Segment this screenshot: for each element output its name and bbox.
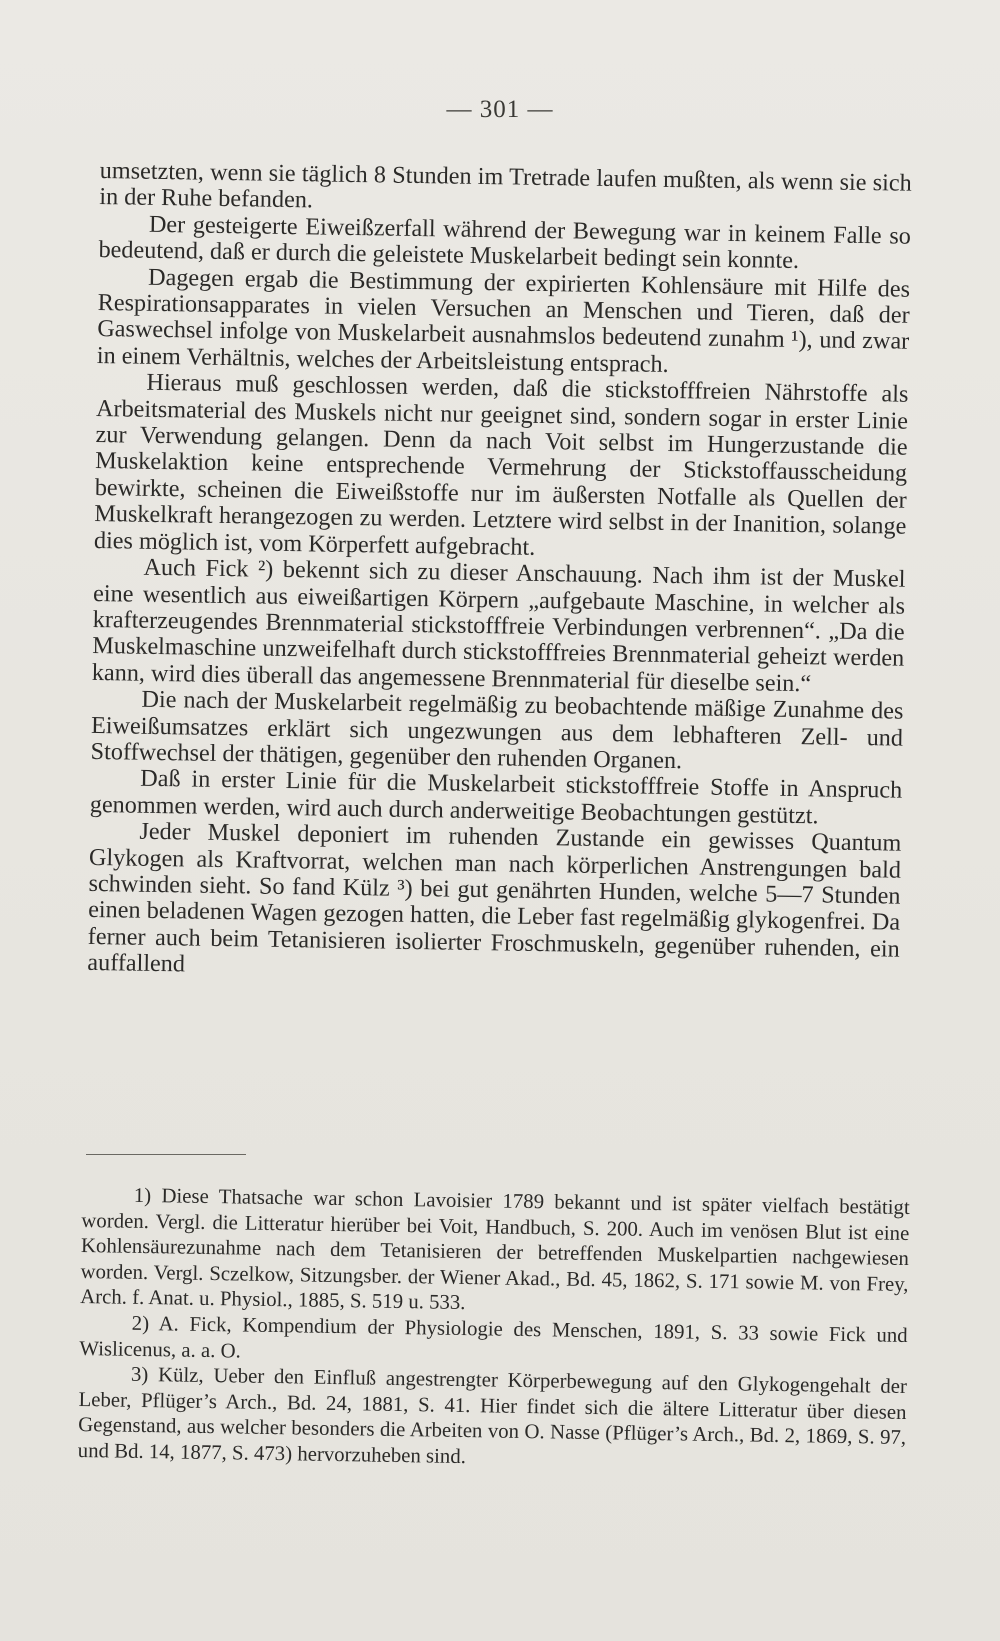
footnotes	[78, 1182, 910, 1477]
footnote: 2) A. Fick, Kompendium der Physiologie des Menschen, 1891, S. 33 sowie Fick und Wislicenus, a. a. O.	[79, 1311, 908, 1363]
paragraph: umsetzten, wenn sie täglich 8 Stunden im Tretrade laufen mußten, als wenn sie sich in der Ruhe befanden.	[99, 157, 912, 214]
page-number-header: — 301 —	[446, 96, 554, 123]
footnote-divider	[86, 1154, 246, 1155]
footnote: 1) Diese Thatsache war schon Lavoisier 1789 bekannt und ist später vielfach bestätigt worden. Vergl. die Litteratur hierüber bei Voit, Handbuch, S. 200. Auch im venösen Blut ist eine Kohlensäurezunahme nach dem Tetanisieren der betreffenden Muskelpartien nachgewiesen worden. Vergl. Sczelkow, Sitzungsber. der Wiener Akad., Bd. 45, 1862, S. 171 sowie M. von Frey, Arch. f. Anat. u. Physiol., 1885, S. 519 u. 533.	[80, 1183, 910, 1315]
paragraph: Die nach der Muskelarbeit regelmäßig zu beobachtende mäßige Zunahme des Eiweißumsatzes erklärt sich ungezwungen aus dem lebhafteren Zell- und Stoffwechsel der thätigen, gegenüber den ruhenden Organen.	[90, 685, 904, 775]
paragraph: Jeder Muskel deponiert im ruhenden Zustande ein gewisses Quantum Glykogen als Kraftvorrat, welchen man nach körperlichen Anstrengungen bald schwinden sieht. So fand Külz ³) bei gut genährten Hunden, welche 5—7 Stunden einen beladenen Wagen gezogen hatten, die Leber fast regelmäßig glykogenfrei. Da ferner auch beim Tetanisieren isolierter Froschmuskeln, gegenüber ruhenden, ein auffallend	[87, 817, 902, 978]
main-text	[87, 158, 912, 989]
paragraph: Der gesteigerte Eiweißzerfall während der Bewegung war in keinem Falle so bedeutend, daß er durch die geleistete Muskelarbeit bedingt sein konnte.	[98, 210, 912, 275]
paragraph: Daß in erster Linie für die Muskelarbeit stickstofffreie Stoffe in Anspruch genommen werden, wird auch durch anderweitige Beobachtungen gestützt.	[89, 765, 903, 830]
paragraph: Auch Fick ²) bekennt sich zu dieser Anschauung. Nach ihm ist der Muskel eine wesentlich aus eiweißartigen Körpern „aufgebaute Maschine, in welcher als krafterzeugendes Brennmaterial stickstofffreie Verbindungen verbrennen“. „Da die Muskelmaschine unzweifelhaft durch stickstofffreies Brennmaterial geheizt werden kann, wird dies überall das angemessene Brennmaterial für dieselbe sein.“	[91, 553, 906, 697]
paragraph: Dagegen ergab die Bestimmung der expirierten Kohlensäure mit Hilfe des Respirationsapparates in vielen Versuchen an Menschen und Tieren, daß der Gaswechsel infolge von Muskelarbeit ausnahmslos bedeutend zunahm ¹), und zwar in einem Verhältnis, welches der Arbeitsleistung entsprach.	[96, 263, 911, 378]
paragraph: Hieraus muß geschlossen werden, daß die stickstofffreien Nährstoffe als Arbeitsmaterial des Muskels nicht nur geeignet sind, sondern sogar in erster Linie zur Verwendung gelangen. Denn da nach Voit selbst im Hungerzustande die Muskelaktion keine entsprechende Vermehrung der Stickstoffausscheidung bewirkte, scheinen die Eiweißstoffe nur im äußersten Notfalle als Quellen der Muskelkraft herangezogen zu werden. Letztere wird selbst in der Inanition, solange dies möglich ist, vom Körperfett aufgebracht.	[93, 369, 909, 561]
footnote: 3) Külz, Ueber den Einfluß angestrengter Körperbewegung auf den Glykogengehalt der Leber, Pflüger’s Arch., Bd. 24, 1881, S. 41. Hier findet sich die ältere Litteratur über diesen Gegenstand, aus welcher besonders die Arbeiten von O. Nasse (Pflüger’s Arch., Bd. 2, 1869, S. 97, und Bd. 14, 1877, S. 473) hervorzuheben sind.	[77, 1362, 908, 1469]
